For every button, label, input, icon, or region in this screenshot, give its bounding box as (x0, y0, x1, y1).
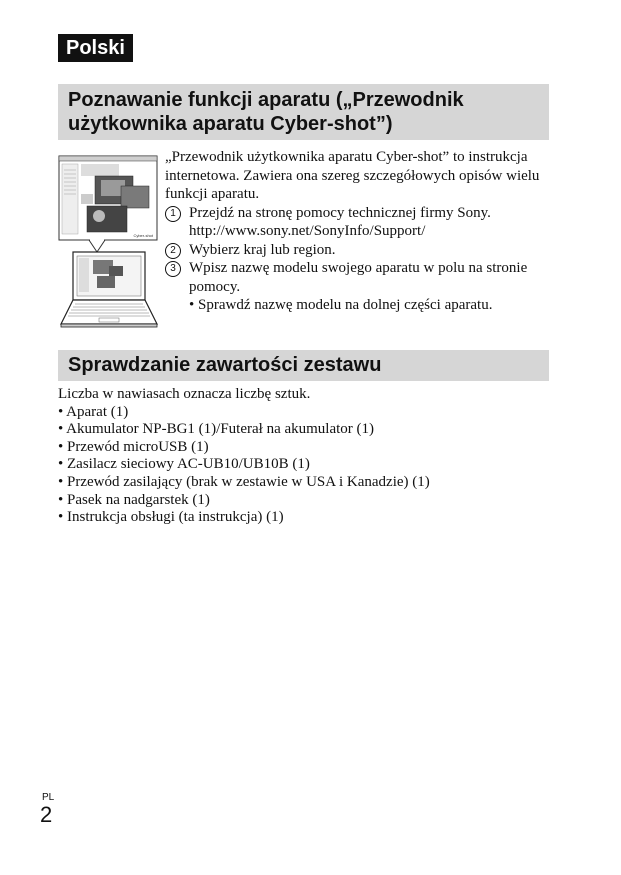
laptop-keyboard (61, 300, 157, 324)
step-3 (165, 259, 545, 296)
section-title-line-2: użytkownika aparatu Cyber-shot”) (68, 113, 393, 135)
intro-text: „Przewodnik użytkownika aparatu Cyber-shot” to instrukcja internetowa. Zawiera ona szereg szczegółowych opisów wielu funkcji aparatu. (165, 149, 540, 202)
step-text: Przejdź na stronę pomocy technicznej firmy Sony. (189, 204, 491, 221)
step-number: 2 (165, 243, 181, 259)
step-text: Wpisz nazwę modelu swojego aparatu w polu na stronie pomocy. (189, 260, 528, 295)
list-item: • Instrukcja obsługi (ta instrukcja) (1) (58, 509, 284, 526)
list-item: • Aparat (1) (58, 403, 129, 420)
help-guide-section (165, 148, 545, 315)
step-text: Wybierz kraj lub region. (189, 241, 336, 258)
section-title-package-contents: Sprawdzanie zawartości zestawu (58, 350, 549, 381)
list-item: • Zasilacz sieciowy AC-UB10/UB10B (1) (58, 456, 310, 473)
step-1 (165, 204, 545, 241)
cyber-shot-logo: Cyber-shot (133, 233, 153, 238)
list-item: • Pasek na nadgarstek (1) (58, 491, 210, 508)
contents-intro: Liczba w nawiasach oznacza liczbę sztuk. (58, 386, 311, 402)
laptop-help-guide-illustration (57, 152, 161, 332)
list-item: • Przewód microUSB (1) (58, 438, 209, 455)
list-item: • Akumulator NP-BG1 (1)/Futerał na akumulator (1) (58, 421, 375, 438)
section-title-features (58, 84, 549, 140)
support-url-link[interactable]: http://www.sony.net/SonyInfo/Support/ (189, 223, 426, 239)
step-2 (165, 241, 545, 260)
step-number: 1 (165, 206, 181, 222)
package-contents-list (58, 386, 558, 527)
section-title-line-1: Poznawanie funkcji aparatu („Przewodnik (68, 89, 464, 111)
step-number: 3 (165, 261, 181, 277)
page-language-code: PL (42, 792, 55, 803)
model-name-note: • Sprawdź nazwę modelu na dolnej części aparatu. (189, 297, 493, 313)
list-item: • Przewód zasilający (brak w zestawie w USA i Kanadzie) (1) (58, 473, 430, 490)
language-label: Polski (58, 34, 133, 62)
page-number: 2 (40, 802, 53, 827)
